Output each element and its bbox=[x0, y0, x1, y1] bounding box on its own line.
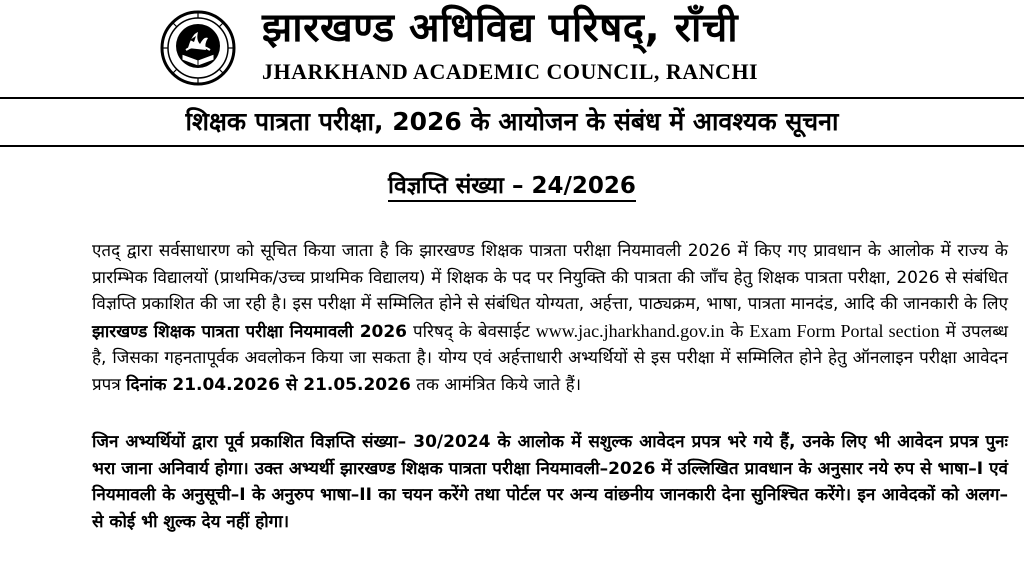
para1-text-5: तक आमंत्रित किये जाते हैं। bbox=[410, 374, 582, 395]
notice-paragraph-2 bbox=[18, 429, 1008, 535]
notice-subject: शिक्षक पात्रता परीक्षा, 2026 के आयोजन के संबंध में आवश्यक सूचना bbox=[185, 107, 839, 136]
council-name-english: JHARKHAND ACADEMIC COUNCIL, RANCHI bbox=[262, 59, 759, 84]
notice-subject-banner bbox=[0, 97, 1024, 147]
council-name-hindi: झारखण्ड अधिविद्य परिषद्, राँची bbox=[262, 5, 739, 51]
letterhead bbox=[0, 0, 1024, 96]
council-website-link[interactable]: www.jac.jharkhand.gov.in bbox=[535, 320, 725, 341]
para1-text-4: में उपलब्ध है, जिसका गहनतापूर्वक अवलोकन किया जा सकता है। योग्य एवं अर्हत्ताधारी अभ्यर्थियों से इस परीक्षा में सम्मिलित होने हेतु ऑनलाइन परीक्षा आवेदन प्रपत्र bbox=[92, 321, 1008, 395]
notice-number: विज्ञप्ति संख्या – 24/2026 bbox=[388, 173, 636, 202]
para1-text-3: के bbox=[724, 321, 750, 342]
para1-rules-name: झारखण्ड शिक्षक पात्रता परीक्षा नियमावली 2026 bbox=[92, 321, 408, 342]
para1-text-2: परिषद् के बेवसाईट bbox=[407, 321, 536, 342]
para1-text-1: एतद् द्वारा सर्वसाधारण को सूचित किया जाता है कि झारखण्ड शिक्षक पात्रता परीक्षा नियमावली 2026 में किए गए प्रावधान के आलोक में राज्य के प्रारम्भिक विद्यालयों (प्राथमिक/उच्च प्राथमिक विद्यालय) में शिक्षक के पद पर नियुक्ति की पात्रता की जाँच हेतु शिक्षक पात्रता परीक्षा, 2026 से संबंधित विज्ञप्ति प्रकाशित की जा रही है। इस परीक्षा में सम्मिलित होने से संबंधित योग्यता, अर्हत्ता, पाठ्यक्रम, भाषा, पात्रता मानदंड, आदि की जानकारी के लिए bbox=[92, 241, 1008, 315]
notice-paragraph-1 bbox=[18, 238, 1008, 399]
council-emblem-icon bbox=[160, 10, 236, 86]
exam-form-portal-section: Exam Form Portal section bbox=[749, 320, 940, 341]
notice-number-heading bbox=[0, 170, 1024, 202]
application-dates: दिनांक 21.04.2026 से 21.05.2026 bbox=[126, 374, 411, 395]
para2-text: जिन अभ्यर्थियों द्वारा पूर्व प्रकाशित विज्ञप्ति संख्या– 30/2024 के आलोक में सशुल्क आवेदन प्रपत्र भरे गये हैं, उनके लिए भी आवेदन प्रपत्र पुनः भरा जाना अनिवार्य होगा। उक्त अभ्यर्थी झारखण्ड शिक्षक पात्रता परीक्षा नियमावली–2026 में उल्लिखित प्रावधान के अनुसार नये रुप से भाषा–I एवं नियमावली के अनुसूची–I के अनुरुप भाषा–II का चयन करेंगे तथा पोर्टल पर अन्य वांछनीय जानकारी देना सुनिश्चित करेंगे। इन आवेदकों को अलग–से कोई भी शुल्क देय नहीं होगा। bbox=[92, 432, 1008, 532]
